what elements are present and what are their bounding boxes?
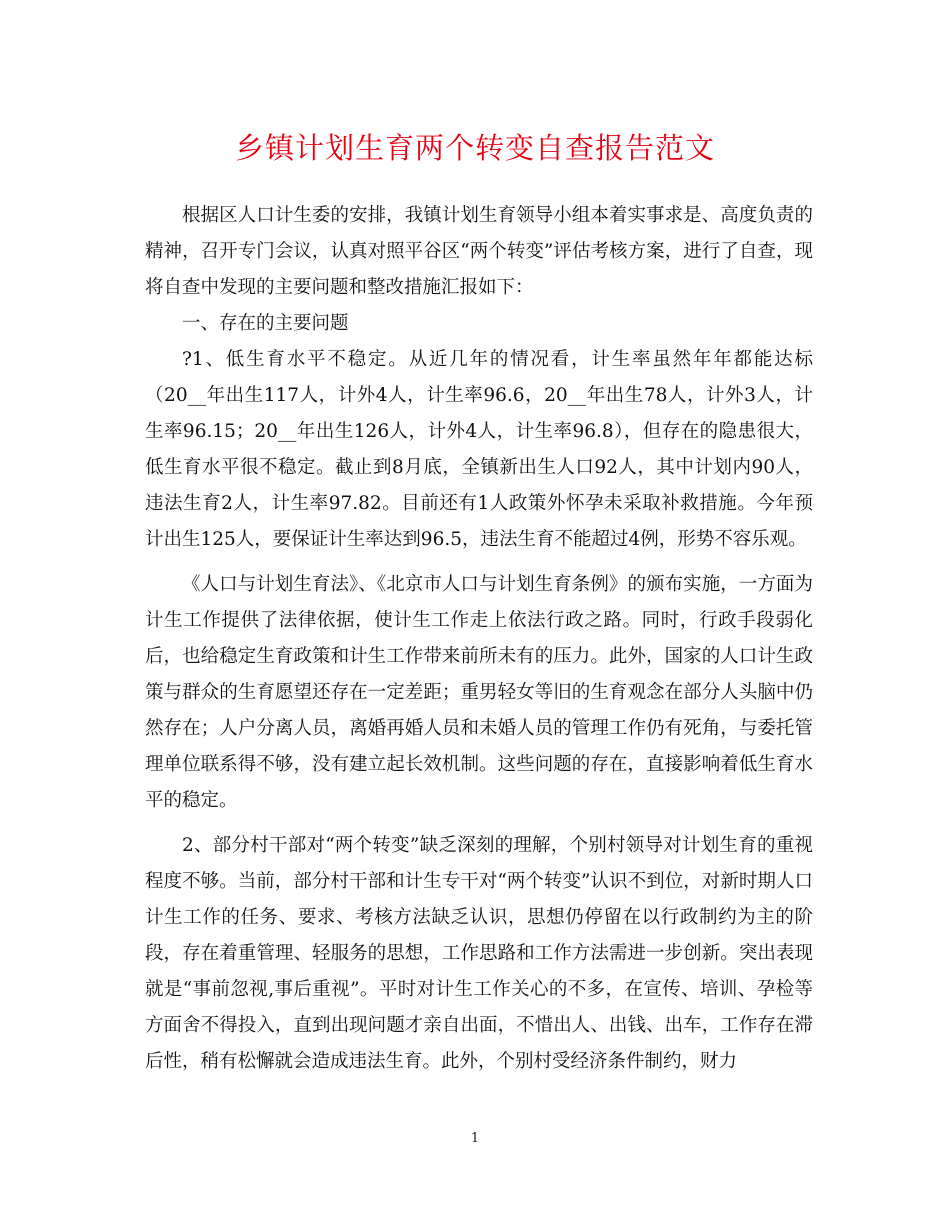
- paragraph-intro: 根据区人口计生委的安排，我镇计划生育领导小组本着实事求是、高度负责的精神，召开专门会议，认真对照平谷区“两个转变”评估考核方案，进行了自查，现将自查中发现的主要问题和整改措施汇报如下：: [145, 205, 813, 298]
- document-body: [145, 198, 813, 1080]
- paragraph-item-2: 2、部分村干部对“两个转变”缺乏深刻的理解，个别村领导对计划生育的重视程度不够。当前，部分村干部和计生专干对“两个转变”认识不到位，对新时期人口计生工作的任务、要求、考核方法缺乏认识，思想仍停留在以行政制约为主的阶段，存在着重管理、轻服务的思想，工作思路和工作方法需进一步创新。突出表现就是“事前忽视,事后重视”。平时对计生工作关心的不多，在宣传、培训、孕检等方面舍不得投入，直到出现问题才亲自出面，不惜出人、出钱、出车，工作存在滞后性，稍有松懈就会造成违法生育。此外，个别村受经济条件制约，财力: [145, 835, 813, 1072]
- paragraph-law: 《人口与计划生育法》、《北京市人口与计划生育条例》的颁布实施，一方面为计生工作提供了法律依据，使计生工作走上依法行政之路。同时，行政手段弱化后，也给稳定生育政策和计生工作带来前所未有的压力。此外，国家的人口计生政策与群众的生育愿望还存在一定差距；重男轻女等旧的生育观念在部分人头脑中仍然存在；人户分离人员，离婚再婚人员和未婚人员的管理工作仍有死角，与委托管理单位联系得不够，没有建立起长效机制。这些问题的存在，直接影响着低生育水平的稳定。: [145, 574, 813, 811]
- paragraph-item-1: ?1、低生育水平不稳定。从近几年的情况看，计生率虽然年年都能达标（20__年出生117人，计外4人，计生率96.6，20__年出生78人，计外3人，计生率96.15；20__年出生126人，计外4人，计生率96.8），但存在的隐患很大，低生育水平很不稳定。截止到8月底，全镇新出生人口92人，其中计划内90人，违法生育2人，计生率97.82。目前还有1人政策外怀孕未采取补救措施。今年预计出生125人，要保证计生率达到96.5，违法生育不能超过4例，形势不容乐观。: [145, 349, 813, 550]
- section-heading: 一、存在的主要问题: [182, 313, 349, 334]
- page-number: 1: [470, 1131, 480, 1146]
- document-title: 乡镇计划生育两个转变自查报告范文: [234, 131, 715, 165]
